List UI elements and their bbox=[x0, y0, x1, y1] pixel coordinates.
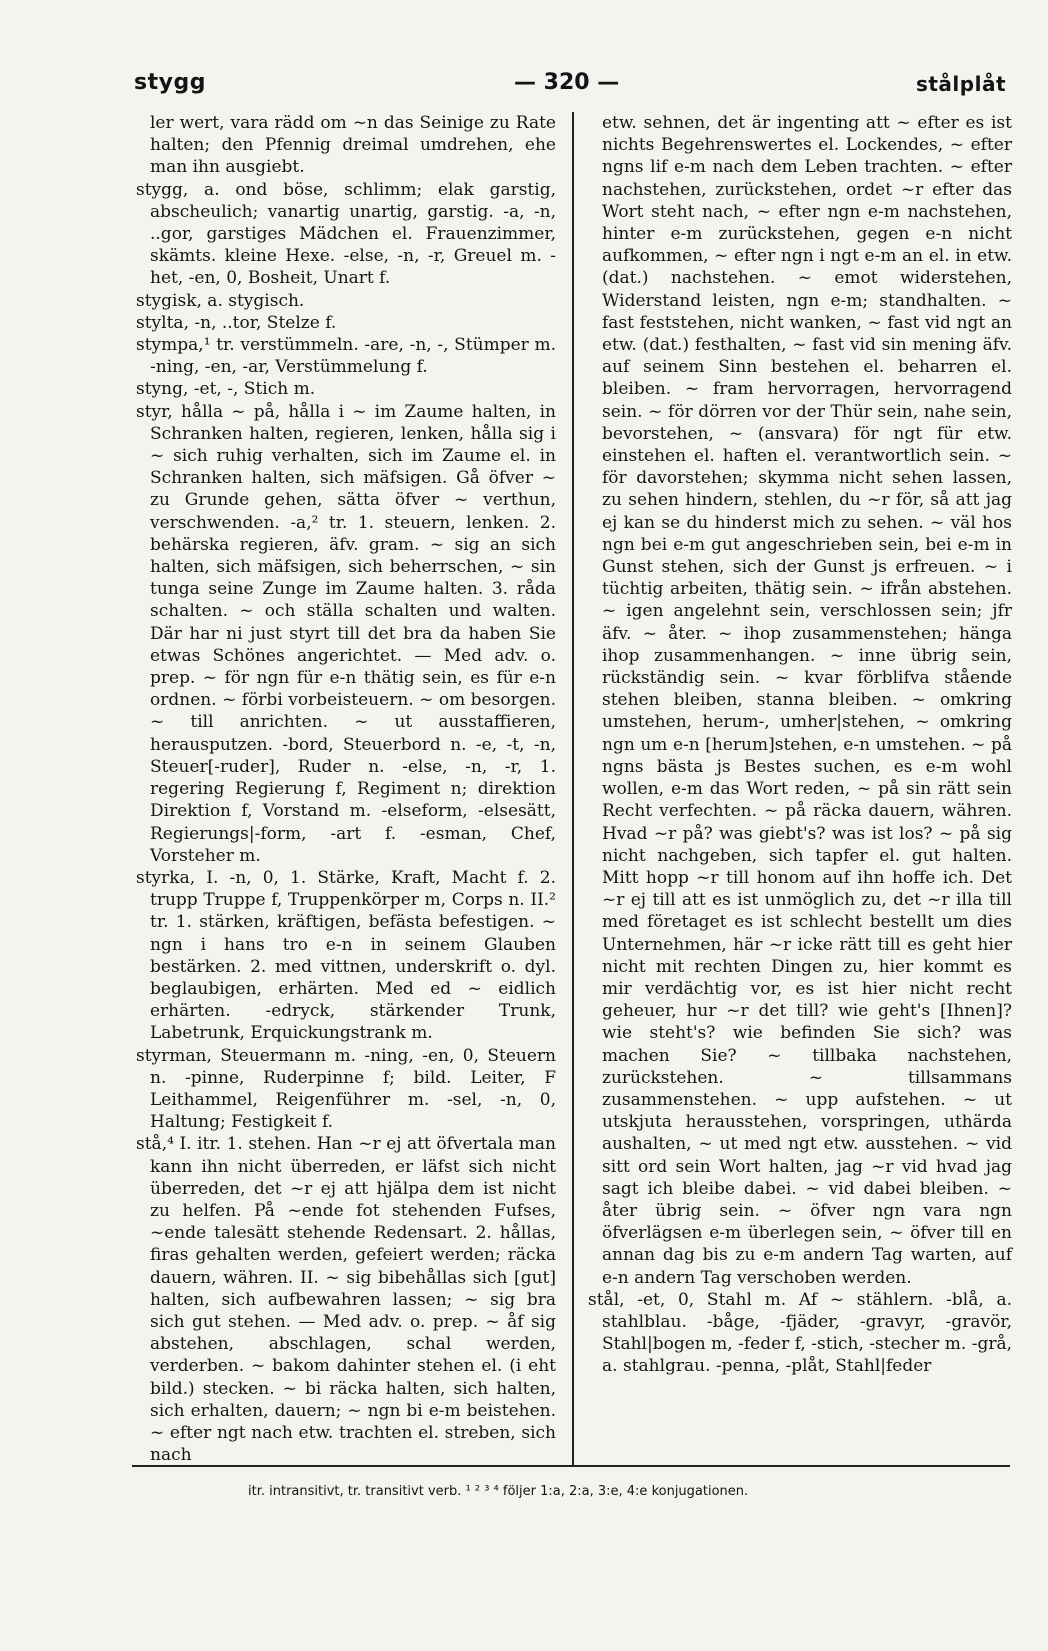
entry-paragraph: stympa,¹ tr. verstümmeln. -are, -n, -, Stümper m. -ning, -en, -ar, Verstümmelung f. bbox=[136, 335, 556, 378]
entry-paragraph: stygisk, a. stygisch. bbox=[136, 290, 305, 311]
entry-paragraph: styng, -et, -, Stich m. bbox=[136, 379, 316, 400]
entry-paragraph: styrka, I. -n, 0, 1. Stärke, Kraft, Macht f. 2. trupp Truppe f, Truppenkörper m, Corps n. II.² tr. 1. stärken, kräftigen, befästa befestigen. ~ ngn i hans tro e-n in seinem Glauben bestärken. 2. med vittnen, underskrift o. dyl. beglaubigen, erhärten. Med ed ~ eidlich erhärten. -edryck, stärkender Trunk, Labetrunk, Erquickungstrank m. bbox=[136, 867, 556, 1044]
page-header bbox=[134, 64, 1006, 98]
page-number: — 320 — bbox=[514, 70, 620, 95]
entry-paragraph: stå,⁴ I. itr. 1. stehen. Han ~r ej att öfvertala man kann ihn nicht überreden, er läfst sich nicht überreden, det ~r ej att hjälpa dem ist nicht zu helfen. På ~ende fot stehenden Fufses, ~ende talesätt stehende Redensart. 2. hållas, firas gehalten werden, gefeiert werden; räcka dauern, währen. II. ~ sig bibehållas sich [gut] halten, sich aufbewahren lassen; ~ sig bra sich gut stehen. — Med adv. o. prep. ~ åf sig abstehen, abschlagen, schal werden, verderben. ~ bakom dahinter stehen el. (i eht bild.) stecken. ~ bi räcka halten, sich halten, sich erhalten, dauern; ~ ngn bi e-m beistehen. ~ efter ngt nach etw. trachten el. streben, sich nach bbox=[136, 1134, 556, 1466]
left-column bbox=[136, 112, 556, 1466]
entry-paragraph: stygg, a. ond böse, schlimm; elak garstig, abscheulich; vanartig unartig, garstig. -a, -n, ..gor, garstiges Mädchen el. Frauenzimmer, skämts. kleine Hexe. -else, -n, -r, Greuel m. -het, -en, 0, Bosheit, Unart f. bbox=[136, 179, 556, 289]
entry-paragraph: styrman, Steuermann m. -ning, -en, 0, Steuern n. -pinne, Ruderpinne f; bild. Leiter, F Leithammel, Reigenführer m. -sel, -n, 0, Haltung; Festigkeit f. bbox=[136, 1045, 556, 1133]
header-right-word: stålplåt bbox=[915, 72, 1006, 96]
entry-paragraph: styr, hålla ~ på, hålla i ~ im Zaume halten, in Schranken halten, regieren, lenken, hålla sig i ~ sich ruhig verhalten, sich im Zaume el. in Schranken halten, sich mäfsigen. Gå öfver ~ zu Grunde gehen, sätta öfver ~ verthun, verschwenden. -a,² tr. 1. steuern, lenken. 2. behärska regieren, äfv. gram. ~ sig an sich halten, sich mäfsigen, sich beherrschen, ~ sin tunga seine Zunge im Zaume halten. 3. råda schalten. ~ och ställa schalten und walten. Där har ni just styrt till det bra da haben Sie etwas Schönes angerichtet. — Med adv. o. prep. ~ för ngn für e-n thätig sein, es für e-n ordnen. ~ förbi vorbeisteuern. ~ om besorgen. ~ till anrichten. ~ ut ausstaffieren, herausputzen. -bord, Steuerbord n. -e, -t, -n, Steuer[-ruder], Ruder n. -else, -n, -r, 1. regering Regierung f, Regiment n; direktion Direktion f, Vorstand m. -elseform, -elsesätt, Regierungs|-form, -art f. -esman, Chef, Vorsteher m. bbox=[136, 401, 556, 866]
header-left-word: stygg bbox=[134, 70, 206, 95]
footer-legend: itr. intransitivt, tr. transitivt verb. ¹ ² ³ ⁴ följer 1:a, 2:a, 3:e, 4:e konjugationen. bbox=[248, 1484, 749, 1499]
entry-paragraph: etw. sehnen, det är ingenting att ~ efter es ist nichts Begehrenswertes el. Lockendes, ~ efter ngns lif e-m nach dem Leben trachten. ~ efter nachstehen, zurückstehen, ordet ~r efter das Wort steht nach, ~ efter ngn e-m nachstehen, hinter e-m zurückstehen, gegen e-n nicht aufkommen, ~ efter ngn i ngt e-m an el. in etw. (dat.) nachstehen. ~ emot widerstehen, Widerstand leisten, ngn e-m; standhalten. ~ fast feststehen, nicht wanken, ~ fast vid ngt an etw. (dat.) festhalten, ~ fast vid sin mening äfv. auf seinem Sinn bestehen el. beharren el. bleiben. ~ fram hervorragen, hervorragend sein. ~ för dörren vor der Thür sein, nahe sein, bevorstehen, ~ (ansvara) för ngt für etw. einstehen el. haften el. verantwortlich sein. ~ för davorstehen; skymma nicht sehen lassen, zu sehen hindern, stehlen, du ~r för, så att jag ej kan se du hinderst mich zu sehen. ~ väl hos ngn bei e-m gut angeschrieben sein, bei e-m in Gunst stehen, sich der Gunst js erfreuen. ~ i tüchtig arbeiten, thätig sein. ~ ifrån abstehen. ~ igen angelehnt sein, verschlossen sein; jfr äfv. ~ åter. ~ ihop zusammenstehen; hänga ihop zusammenhangen. ~ inne übrig sein, rückständig sein. ~ kvar förblifva stående stehen bleiben, stanna bleiben. ~ omkring umstehen, herum-, umher|stehen, ~ omkring ngn um e-n [herum]stehen, e-n umstehen. ~ på ngns bästa js Bestes suchen, es e-m wohl wollen, e-m das Wort reden, ~ på sin rätt sein Recht verfechten. ~ på räcka dauern, währen. Hvad ~r på? was giebt's? was ist los? ~ på sig nicht nachgeben, sich tapfer el. gut halten. Mitt hopp ~r till honom auf ihn hoffe ich. Det ~r ej till att es ist unmöglich zu, det ~r illa till med företaget es ist schlecht bestellt um dies Unternehmen, här ~r icke rätt till es geht hier nicht mit rechten Dingen zu, hier kommt es mir verdächtig vor, es ist hier nicht recht geheuer, hur ~r det till? wie geht's [Ihnen]? wie steht's? wie befinden Sie sich? was machen Sie? ~ tillbaka nachstehen, zurückstehen. ~ tillsammans zusammenstehen. ~ upp aufstehen. ~ ut utskjuta herausstehen, vorspringen, uthärda aushalten, ~ ut med ngt etw. ausstehen. ~ vid sitt ord sein Wort halten, jag ~r vid hvad jag sagt ich bleibe dabei. ~ vid dabei bleiben. ~ åter übrig sein. ~ öfver ngn vara ngn öfverlägsen e-m überlegen sein, ~ öfver till en annan dag bis zu e-m andern Tag warten, auf e-n andern Tag verschoben werden. bbox=[602, 113, 1012, 1288]
right-column bbox=[588, 112, 1012, 1378]
entry-paragraph: stål, -et, 0, Stahl m. Af ~ stählern. -blå, a. stahlblau. -båge, -fjäder, -gravyr, -gravör, Stahl|bogen m, -feder f, -stich, -stecher m. -grå, a. stahlgrau. -penna, -plåt, Stahl|feder bbox=[588, 1289, 1012, 1377]
column-divider bbox=[572, 112, 574, 1466]
footer-rule bbox=[132, 1465, 1010, 1467]
entry-paragraph: stylta, -n, ..tor, Stelze f. bbox=[136, 312, 337, 333]
entry-paragraph: ler wert, vara rädd om ~n das Seinige zu Rate halten; den Pfennig dreimal umdrehen, ehe man ihn ausgiebt. bbox=[150, 113, 556, 178]
